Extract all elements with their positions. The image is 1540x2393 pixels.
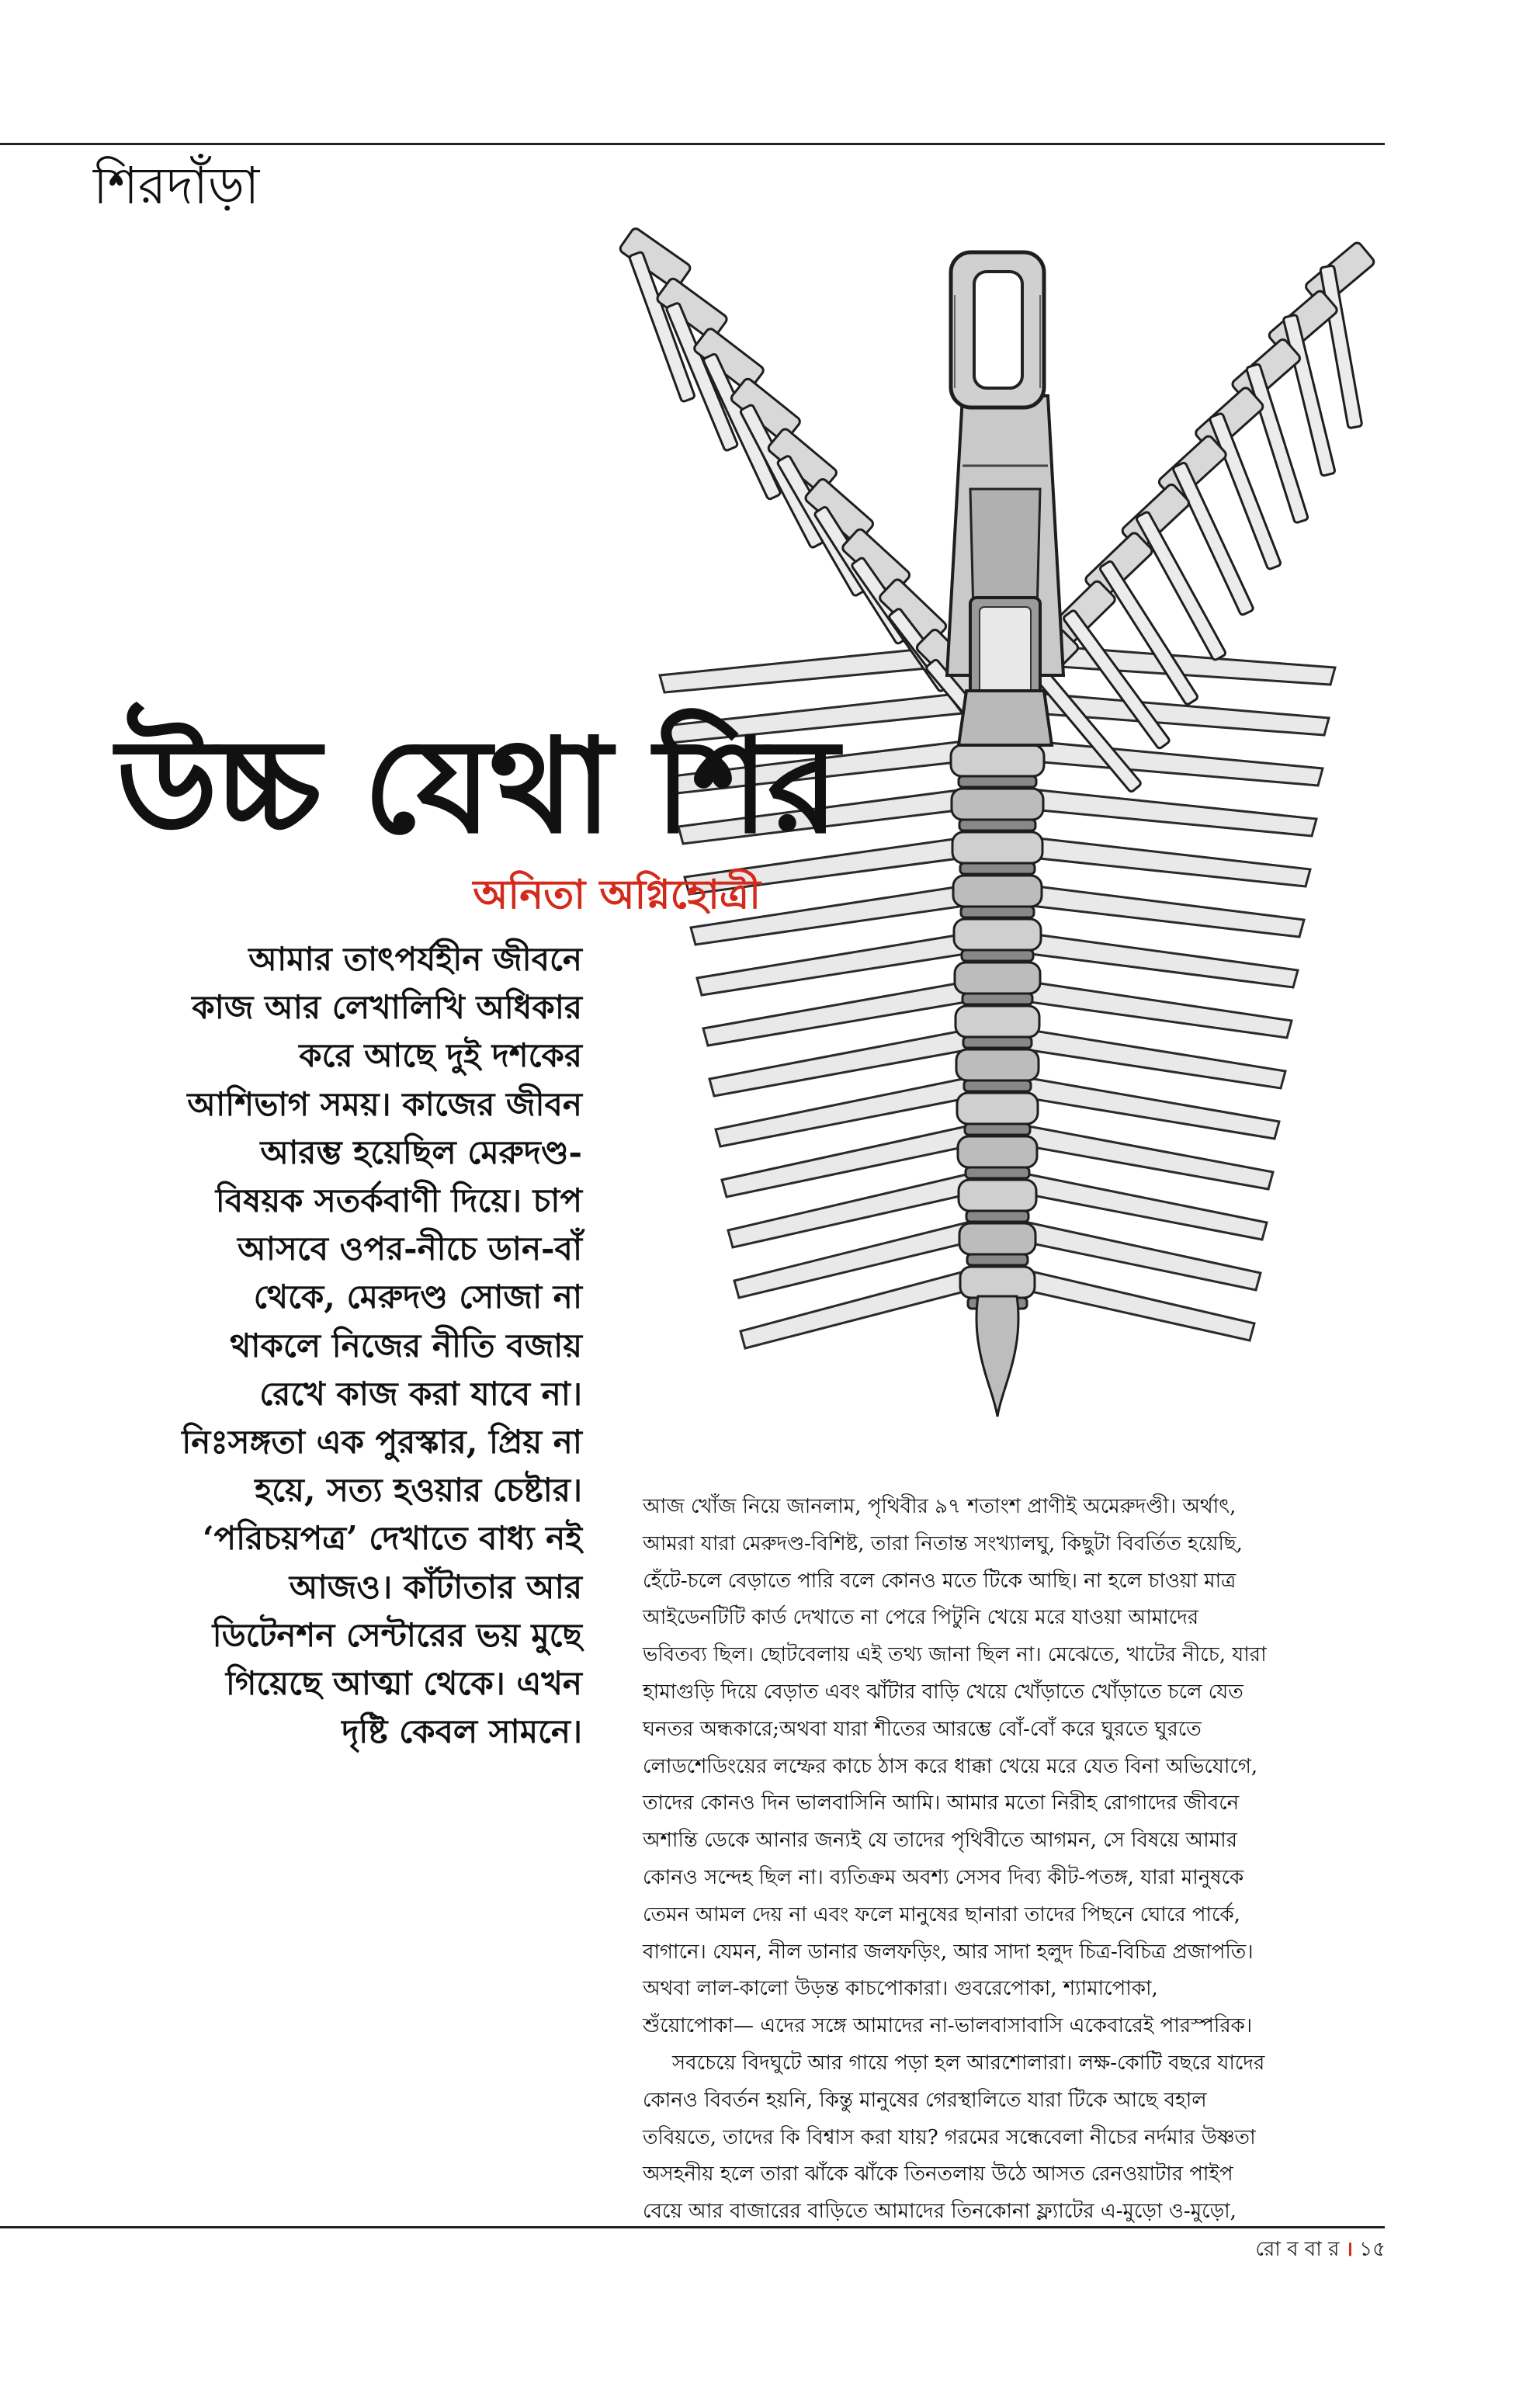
body-paragraph-line: ভবিতব্য ছিল। ছোটবেলায় এই তথ্য জানা ছিল না। মেঝেতে, খাটের নীচে, যারা <box>643 1643 1267 1667</box>
pull-quote-line: নিঃসঙ্গতা এক পুরস্কার, প্রিয় না <box>182 1423 582 1462</box>
body-paragraph-line: লোডশেডিংয়ের লম্ফের কাচে ঠাস করে ধাক্কা খেয়ে মরে যেত বিনা অভিযোগে, <box>643 1754 1258 1778</box>
body-paragraph-line: হেঁটে-চলে বেড়াতে পারি বলে কোনও মতে টিকে আছি। না হলে চাওয়া মাত্র <box>643 1569 1237 1593</box>
body-paragraph-line: সবচেয়ে বিদঘুটে আর গায়ে পড়া হল আরশোলারা। লক্ষ-কোটি বছরে যাদের <box>672 2051 1265 2075</box>
pull-quote-line: থেকে, মেরুদণ্ড সোজা না <box>253 1278 582 1316</box>
pull-quote-line: ডিটেনশন সেন্টারের ভয় মুছে <box>212 1615 582 1654</box>
body-paragraph-line: কোনও বিবর্তন হয়নি, কিন্তু মানুষের গেরস্থালিতে যারা টিকে আছে বহাল <box>643 2088 1207 2112</box>
body-paragraph-line: অসহনীয় হলে তারা ঝাঁকে ঝাঁকে তিনতলায় উঠে আসত রেনওয়াটার পাইপ <box>643 2162 1233 2187</box>
body-paragraph-line: আমরা যারা মেরুদণ্ড-বিশিষ্ট, তারা নিতান্ত সংখ্যালঘু, কিছুটা বিবর্তিত হয়েছি, <box>643 1531 1243 1555</box>
publication-name: রো ব বা র <box>1255 2238 1340 2261</box>
pull-quote <box>78 935 582 1756</box>
article-title: উচ্চ যেথা শির <box>116 709 838 862</box>
body-paragraph-line: অথবা লাল-কালো উড়ন্ত কাচপোকারা। গুবরেপোকা, শ্যামাপোকা, <box>643 1977 1158 2001</box>
pull-quote-line: আরম্ভ হয়েছিল মেরুদণ্ড- <box>260 1132 582 1171</box>
pull-quote-line: গিয়েছে আত্মা থেকে। এখন <box>225 1664 582 1703</box>
body-paragraph-line: তাদের কোনও দিন ভালবাসিনি আমি। আমার মতো নিরীহ রোগাদের জীবনে <box>643 1791 1240 1816</box>
article-author: অনিতা অগ্নিহোত্রী <box>473 871 761 918</box>
pull-quote-line: ‘পরিচয়পত্র’ দেখাতে বাধ্য নই <box>203 1519 582 1558</box>
body-paragraph-line: শুঁয়োপোকা— এদের সঙ্গে আমাদের না-ভালবাসাবাসি একেবারেই পারস্পরিক। <box>643 2014 1253 2038</box>
pull-quote-line: আসবে ওপর-নীচে ডান-বাঁ <box>238 1229 582 1268</box>
top-rule <box>0 143 1385 145</box>
pull-quote-line: হয়ে, সত্য হওয়ার চেষ্টার। <box>255 1471 582 1510</box>
pull-quote-line: থাকলে নিজের নীতি বজায় <box>230 1326 582 1365</box>
page-folio <box>1211 2235 1386 2263</box>
body-paragraph-line: আইডেনটিটি কার্ড দেখাতে না পেরে পিটুনি খেয়ে মরে যাওয়া আমাদের <box>643 1606 1199 1630</box>
page-number: ১৫ <box>1359 2238 1386 2261</box>
spine-tail <box>976 1296 1018 1417</box>
body-paragraph-line: ঘনতর অন্ধকারে;অথবা যারা শীতের আরম্ভে বোঁ-বোঁ করে ঘুরতে ঘুরতে <box>643 1717 1202 1741</box>
body-paragraph-line: বাগানে। যেমন, নীল ডানার জলফড়িং, আর সাদা হলুদ চিত্র-বিচিত্র প্রজাপতি। <box>643 1940 1254 1964</box>
body-paragraph-line: আজ খোঁজ নিয়ে জানলাম, পৃথিবীর ৯৭ শতাংশ প্রাণীই অমেরুদণ্ডী। অর্থাৎ, <box>643 1495 1237 1518</box>
folio-separator: । <box>1345 2238 1354 2261</box>
bottom-rule <box>0 2226 1385 2228</box>
pull-quote-line: আশিভাগ সময়। কাজের জীবন <box>187 1084 582 1123</box>
pull-quote-line: আজও। কাঁটাতার আর <box>289 1567 582 1606</box>
article-body <box>643 1489 1388 2231</box>
pull-quote-line: দৃষ্টি কেবল সামনে। <box>342 1712 582 1751</box>
zipper-slider <box>947 252 1063 745</box>
body-paragraph-line: অশান্তি ডেকে আনার জন্যই যে তাদের পৃথিবীতে আগমন, সে বিষয়ে আমার <box>643 1829 1237 1853</box>
body-paragraph-line: তেমন আমল দেয় না এবং ফলে মানুষের ছানারা তাদের পিছনে ঘোরে পার্কে, <box>643 1902 1240 1927</box>
body-paragraph-line: বেয়ে আর বাজারের বাড়িতে আমাদের তিনকোনা ফ্ল্যাটের এ-মুড়ো ও-মুড়ো, <box>643 2200 1237 2224</box>
pull-quote-line: রেখে কাজ করা যাবে না। <box>259 1374 582 1413</box>
section-label: শিরদাঁড়া <box>93 156 260 216</box>
body-paragraph-line: হামাগুড়ি দিয়ে বেড়াত এবং ঝাঁটার বাড়ি খেয়ে খোঁড়াতে খোঁড়াতে চলে যেত <box>643 1680 1243 1704</box>
pull-quote-line: করে আছে দুই দশকের <box>299 1036 582 1075</box>
pull-quote-line: কাজ আর লেখালিখি অধিকার <box>192 988 582 1027</box>
pull-quote-line: আমার তাৎপর্যহীন জীবনে <box>248 940 582 978</box>
pull-quote-line: বিষয়ক সতর্কবাণী দিয়ে। চাপ <box>215 1181 582 1220</box>
body-paragraph-line: তবিয়তে, তাদের কি বিশ্বাস করা যায়? গরমের সন্ধেবেলা নীচের নর্দমার উষ্ণতা <box>643 2125 1256 2149</box>
body-paragraph-line: কোনও সন্দেহ ছিল না। ব্যতিক্রম অবশ্য সেসব দিব্য কীট-পতঙ্গ, যারা মানুষকে <box>643 1865 1244 1889</box>
